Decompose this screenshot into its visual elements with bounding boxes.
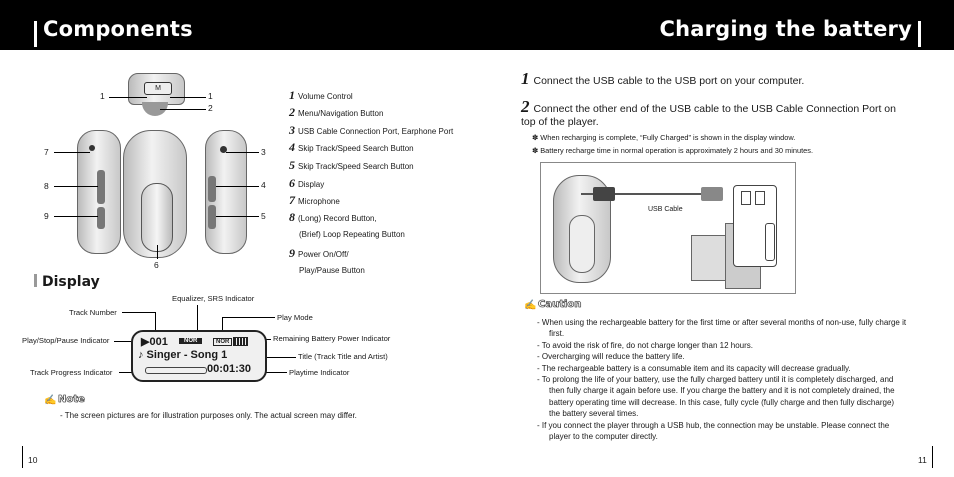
list-item: - To prolong the life of your battery, use the fully charged battery until it is completely discharged, and then fully charge it again before use. If you charge the battery and it is not completely drained, the battery operating time will decrease. In this case, fully cycle (fully charge and then fully discharge) the battery several times. [537, 375, 895, 419]
list-item: - If you connect the player through a USB hub, the connection may be unstable. Please connect the player to the computer directly. [537, 420, 890, 442]
list-item: - Overcharging will reduce the battery life. [537, 352, 685, 362]
microphone [89, 145, 95, 151]
callout-4: 4 [261, 180, 266, 190]
menu-button: M [144, 82, 172, 95]
charging-illustration [540, 162, 796, 294]
skip-button-2 [208, 205, 216, 229]
list-item: 8 (Long) Record Button, [289, 210, 377, 224]
step-1: 1 Connect the USB cable to the USB port on your computer. [521, 69, 805, 88]
callout-3: 3 [261, 147, 266, 157]
list-item: - When using the rechargeable battery for the first time or after several months of non-use, fully charge it first. [537, 318, 907, 339]
progress-bar [145, 367, 207, 374]
charge-note-2: ✽ Battery recharge time in normal operation is approximately 2 hours and 30 minutes. [532, 146, 814, 155]
battery-icon [233, 337, 248, 346]
list-item: 3 USB Cable Connection Port, Earphone Port [289, 123, 454, 137]
page-edge-left [22, 446, 23, 468]
playtime-label: Playtime Indicator [289, 368, 350, 377]
callout-6: 6 [154, 260, 159, 270]
step-2: 2 Connect the other end of the USB cable to the USB Cable Connection Port on top of the player. [521, 97, 896, 128]
list-item: 7 Microphone [289, 193, 340, 207]
track-number-label: Track Number [69, 308, 117, 317]
charging-title: Charging the battery [659, 17, 912, 41]
progress-label: Track Progress Indicator [30, 368, 113, 377]
mode-badge: NOR [213, 338, 232, 346]
usb-cable-label: USB Cable [648, 206, 683, 213]
list-item: 1 Volume Control [289, 88, 353, 102]
display-heading: Display [34, 274, 100, 290]
display-window [569, 215, 595, 273]
header-bar-right [918, 21, 921, 47]
callout-8: 8 [44, 181, 49, 191]
pencil-icon: ✍ [524, 300, 537, 311]
usb-plug-player [593, 187, 615, 201]
list-item: - To avoid the risk of fire, do not charge longer than 12 hours. [537, 340, 753, 350]
callout-1a: 1 [100, 91, 105, 101]
skip-button-1 [208, 176, 216, 202]
charge-note-1: ✽ When recharging is complete, “Fully Charged” is shown in the display window. [532, 133, 796, 142]
lcd-screen [131, 330, 267, 382]
song-title: ♪ Singer - Song 1 [138, 349, 228, 361]
page-number-right: 11 [918, 455, 927, 465]
list-item: 9 Power On/Off/ [289, 246, 349, 260]
components-title: Components [43, 17, 193, 41]
usb-port [755, 191, 765, 205]
list-item: - The rechargeable battery is a consumable item and its capacity will decrease gradually. [537, 363, 851, 373]
list-item: 5 Skip Track/Speed Search Button [289, 158, 414, 172]
list-item: 2 Menu/Navigation Button [289, 105, 384, 119]
list-item: Play/Pause Button [299, 266, 365, 275]
player-top-view [128, 73, 185, 105]
power-button [97, 207, 105, 229]
page-header [0, 0, 954, 50]
list-item: 4 Skip Track/Speed Search Button [289, 140, 414, 154]
caution-list [537, 317, 907, 442]
battery-label: Remaining Battery Power Indicator [273, 334, 391, 343]
title-label: Title (Track Title and Artist) [298, 352, 388, 361]
note-text: - The screen pictures are for illustration purposes only. The actual screen may differ. [60, 411, 357, 420]
play-stop-label: Play/Stop/Pause Indicator [22, 336, 110, 345]
eq-label: Equalizer, SRS Indicator [172, 294, 255, 303]
page-edge-right [932, 446, 933, 468]
usb-plug-pc [701, 187, 723, 201]
list-item: (Brief) Loop Repeating Button [299, 230, 405, 239]
callout-1b: 1 [208, 91, 213, 101]
usb-port [741, 191, 751, 205]
play-mode-label: Play Mode [277, 313, 313, 322]
parallel-port [765, 223, 775, 261]
pencil-icon: ✍ [44, 395, 57, 406]
record-button [97, 170, 105, 204]
list-item: 6 Display [289, 176, 325, 190]
callout-5: 5 [261, 211, 266, 221]
eq-badge: NOR [179, 338, 202, 344]
header-bar-left [34, 21, 37, 47]
display-window [141, 183, 173, 252]
playtime: 00:01:30 [207, 363, 252, 375]
page-number-left: 10 [28, 455, 38, 465]
callout-9: 9 [44, 211, 49, 221]
callout-7: 7 [44, 147, 49, 157]
note-title: Note [58, 394, 85, 405]
caution-title: Caution [538, 299, 582, 310]
callout-2: 2 [208, 103, 213, 113]
track-number: ▶001 [141, 336, 168, 348]
